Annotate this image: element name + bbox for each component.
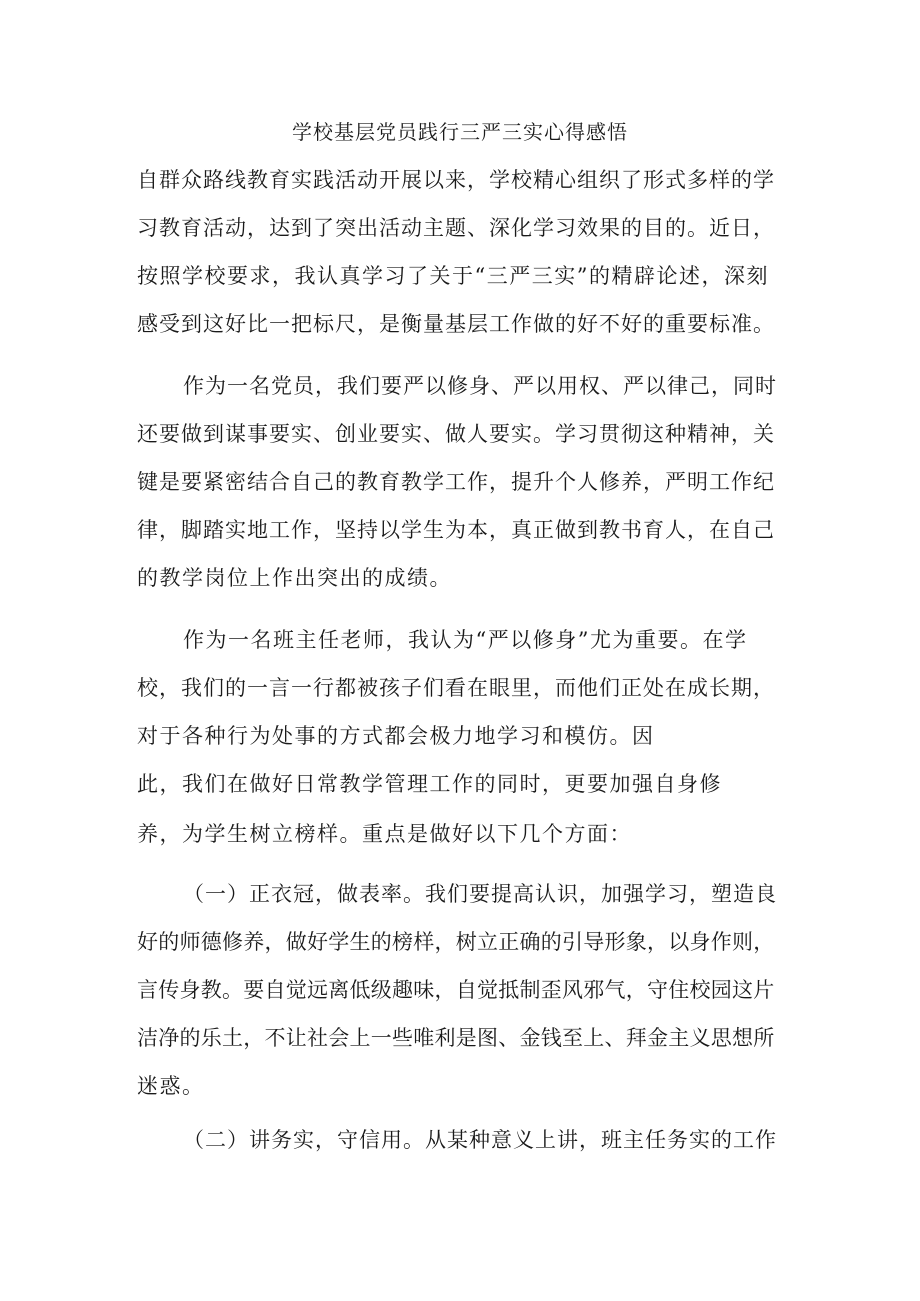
paragraph-2-line-1: 作为一名党员，我们要严以修身、严以用权、严以律己，同时 bbox=[183, 374, 777, 398]
paragraph-2-line-4: 律，脚踏实地工作，坚持以学生为本，真正做到教书育人，在自己 bbox=[137, 518, 775, 542]
paragraph-1-line-2: 习教育活动，达到了突出活动主题、深化学习效果的目的。近日， bbox=[137, 216, 775, 240]
paragraph-4-line-2: 好的师德修养，做好学生的榜样，树立正确的引导形象，以身作则， bbox=[137, 930, 775, 954]
paragraph-4-line-1: （一）正衣冠，做表率。我们要提高认识，加强学习，塑造良 bbox=[183, 882, 777, 906]
paragraph-4-line-3: 言传身教。要自觉远离低级趣味，自觉抵制歪风邪气，守住校园这片 bbox=[137, 978, 775, 1002]
paragraph-1-line-4: 感受到这好比一把标尺，是衡量基层工作做的好不好的重要标准。 bbox=[137, 312, 775, 336]
paragraph-1-line-3: 按照学校要求，我认真学习了关于“三严三实”的精辟论述，深刻 bbox=[137, 264, 769, 288]
document-title: 学校基层党员践行三严三实心得感悟 bbox=[292, 120, 628, 144]
paragraph-1-line-1: 自群众路线教育实践活动开展以来，学校精心组织了形式多样的学 bbox=[137, 168, 775, 192]
paragraph-2-line-5: 的教学岗位上作出突出的成绩。 bbox=[137, 566, 452, 590]
paragraph-3-line-1: 作为一名班主任老师，我认为“严以修身”尤为重要。在学 bbox=[183, 628, 748, 652]
paragraph-4-line-5: 迷惑。 bbox=[137, 1074, 205, 1098]
paragraph-3-line-4: 此，我们在做好日常教学管理工作的同时，更要加强自身修 bbox=[137, 772, 722, 796]
paragraph-3-line-5: 养，为学生树立榜样。重点是做好以下几个方面： bbox=[137, 822, 632, 846]
paragraph-2-line-3: 键是要紧密结合自己的教育教学工作，提升个人修养，严明工作纪 bbox=[137, 470, 775, 494]
paragraph-3-line-3: 对于各种行为处事的方式都会极力地学习和模仿。因 bbox=[137, 724, 655, 748]
paragraph-3-line-2: 校，我们的一言一行都被孩子们看在眼里，而他们正处在成长期， bbox=[137, 676, 775, 700]
paragraph-2-line-2: 还要做到谋事要实、创业要实、做人要实。学习贯彻这种精神，关 bbox=[137, 422, 775, 446]
paragraph-4-line-4: 洁净的乐土，不让社会上一些唯利是图、金钱至上、拜金主义思想所 bbox=[137, 1026, 775, 1050]
paragraph-5-line-1: （二）讲务实，守信用。从某种意义上讲，班主任务实的工作 bbox=[183, 1128, 777, 1152]
